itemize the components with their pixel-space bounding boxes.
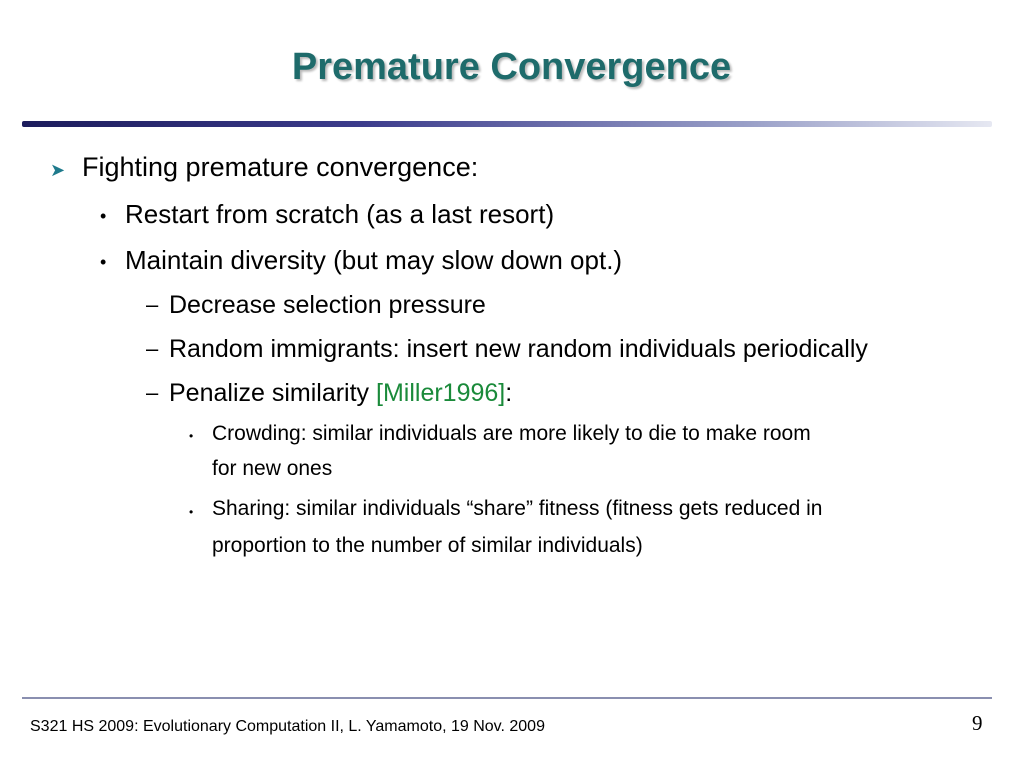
bullet-sharing-line1: Sharing: similar individuals “share” fitness (fitness gets reduced in bbox=[212, 497, 823, 520]
small-dot-bullet-icon: • bbox=[189, 505, 194, 519]
slide-title: Premature Convergence bbox=[291, 46, 732, 88]
bullet-sharing-line2: proportion to the number of similar individuals) bbox=[212, 534, 643, 557]
bullet-decrease: Decrease selection pressure bbox=[169, 291, 486, 319]
footer-divider bbox=[22, 697, 992, 699]
penalize-colon: : bbox=[505, 379, 513, 407]
bullet-crowding-line2: for new ones bbox=[212, 457, 333, 480]
small-dot-bullet-icon: • bbox=[189, 429, 194, 443]
arrow-bullet-icon: ➤ bbox=[50, 160, 66, 180]
page-number: 9 bbox=[972, 711, 983, 735]
bullet-crowding-line1: Crowding: similar individuals are more likely to die to make room bbox=[212, 422, 811, 445]
dash-bullet-icon: – bbox=[146, 380, 159, 405]
penalize-text: Penalize similarity bbox=[169, 379, 377, 407]
citation-link[interactable]: [Miller1996] bbox=[376, 379, 506, 407]
dash-bullet-icon: – bbox=[146, 292, 159, 317]
bullet-level1: Fighting premature convergence: bbox=[82, 152, 479, 182]
bullet-maintain: Maintain diversity (but may slow down opt.) bbox=[125, 245, 623, 275]
title-divider bbox=[22, 121, 992, 127]
bullet-restart: Restart from scratch (as a last resort) bbox=[125, 199, 555, 229]
bullet-penalize bbox=[169, 379, 512, 408]
dot-bullet-icon: • bbox=[100, 206, 107, 226]
footer-text: S321 HS 2009: Evolutionary Computation II, L. Yamamoto, 19 Nov. 2009 bbox=[30, 718, 545, 735]
bullet-random: Random immigrants: insert new random individuals periodically bbox=[169, 335, 868, 363]
dot-bullet-icon: • bbox=[100, 252, 107, 272]
dash-bullet-icon: – bbox=[146, 336, 159, 361]
